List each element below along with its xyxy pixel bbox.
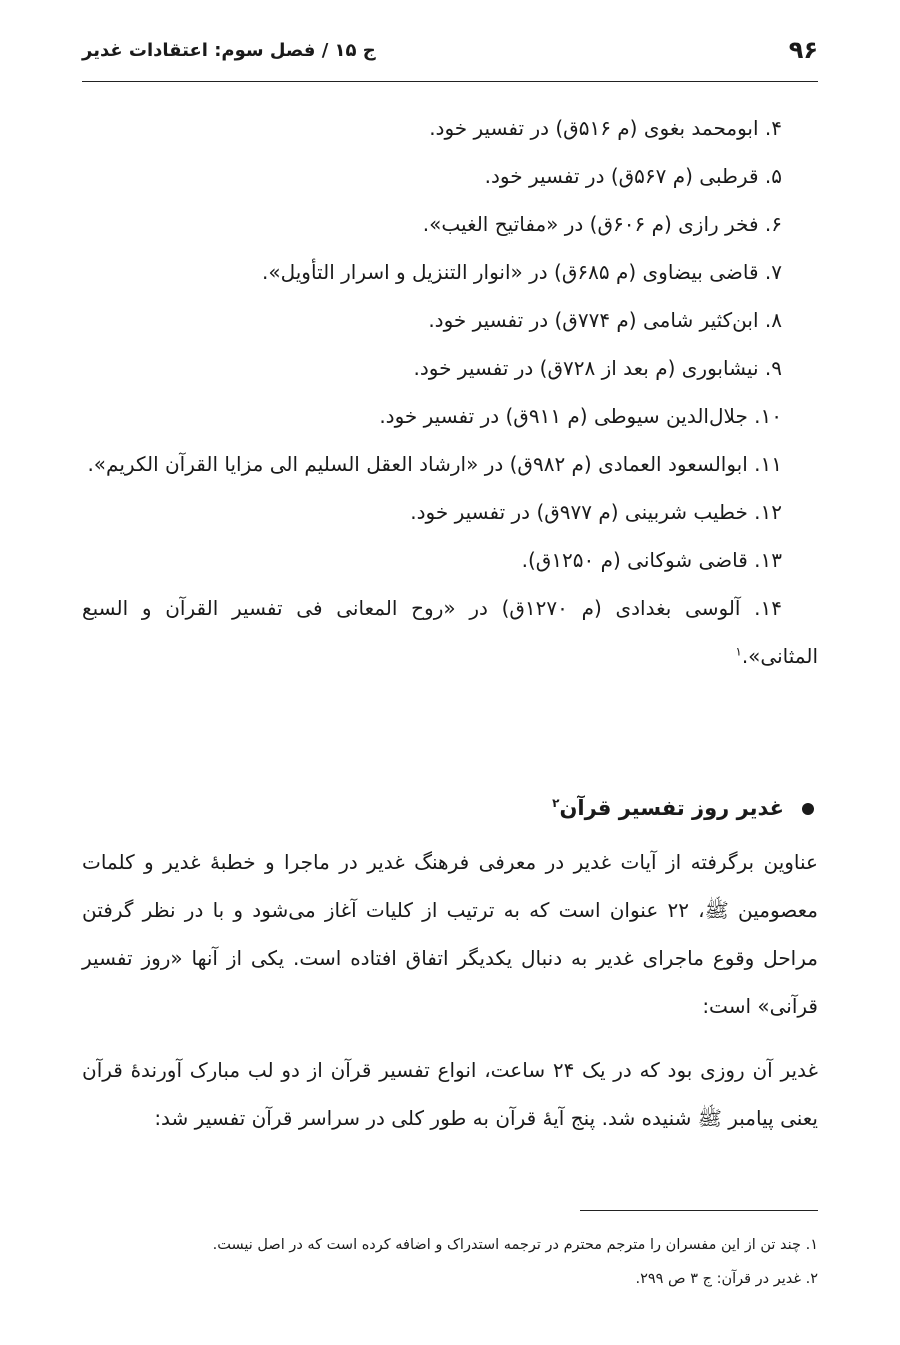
footnote-divider xyxy=(580,1210,818,1211)
section-heading xyxy=(82,788,818,828)
section-heading-text: غدیر روز تفسیر قرآن xyxy=(559,796,784,820)
list-item-text: ۱۴. آلوسی بغدادی (م ۱۲۷۰ق) در «روح المعانی فی تفسیر القرآن و السبع المثانی». xyxy=(82,596,818,668)
list-item-last xyxy=(82,584,818,680)
list-item: ۹. نیشابوری (م بعد از ۷۲۸ق) در تفسیر خود. xyxy=(413,356,782,380)
running-head: ج ۱۵ / فصل سوم: اعتقادات غدیر xyxy=(82,40,376,61)
footnote-ref[interactable]: ۱ xyxy=(735,644,742,659)
list-item: ۱۳. قاضی شوکانی (م ۱۲۵۰ق). xyxy=(521,548,782,572)
footnotes xyxy=(82,1228,818,1296)
list-item: ۱۱. ابوالسعود العمادی (م ۹۸۲ق) در «ارشاد العقل السلیم الی مزایا القرآن الکریم». xyxy=(87,452,782,476)
page-number: ۹۶ xyxy=(788,36,818,64)
list-item: ۱۲. خطیب شربینی (م ۹۷۷ق) در تفسیر خود. xyxy=(410,500,782,524)
commentators-list xyxy=(82,104,818,680)
list-item: ۷. قاضی بیضاوی (م ۶۸۵ق) در «انوار التنزیل و اسرار التأویل». xyxy=(262,260,782,284)
bullet-icon xyxy=(802,803,814,815)
list-item: ۱۰. جلال‌الدین سیوطی (م ۹۱۱ق) در تفسیر خود. xyxy=(379,404,782,428)
header-divider xyxy=(82,81,818,82)
footnote-ref[interactable]: ۲ xyxy=(552,796,560,810)
footnote: ۲. غدیر در قرآن: ج ۳ ص ۲۹۹. xyxy=(635,1271,818,1287)
list-item: ۸. ابن‌کثیر شامی (م ۷۷۴ق) در تفسیر خود. xyxy=(428,308,782,332)
body-paragraph: غدیر آن روزی بود که در یک ۲۴ ساعت، انواع تفسیر قرآن از دو لب مبارک آورندهٔ قرآن یعنی پیامبر ﷺ شنیده شد. پنج آیهٔ قرآن به طور کلی در سراسر قرآن تفسیر شد: xyxy=(82,1058,818,1130)
list-item: ۵. قرطبی (م ۵۶۷ق) در تفسیر خود. xyxy=(484,164,782,188)
list-item: ۶. فخر رازی (م ۶۰۶ق) در «مفاتیح الغیب». xyxy=(422,212,782,236)
footnote: ۱. چند تن از این مفسران را مترجم محترم در ترجمه استدراک و اضافه کرده است که در اصل نیست. xyxy=(212,1237,818,1253)
list-item: ۴. ابومحمد بغوی (م ۵۱۶ق) در تفسیر خود. xyxy=(429,116,782,140)
page-header xyxy=(82,34,818,74)
body-paragraph: عناوین برگرفته از آیات غدیر در معرفی فرهنگ غدیر در ماجرا و خطبهٔ غدیر و کلمات معصومین ﷺ، ۲۲ عنوان است که به ترتیب از کلیات آغاز می‌شود و با در نظر گرفتن مراحل وقوع ماجرای غدیر به دنبال یکدیگر اتفاق افتاده است. یکی از آنها «روز تفسیر قرآنی» است: xyxy=(82,850,819,1018)
